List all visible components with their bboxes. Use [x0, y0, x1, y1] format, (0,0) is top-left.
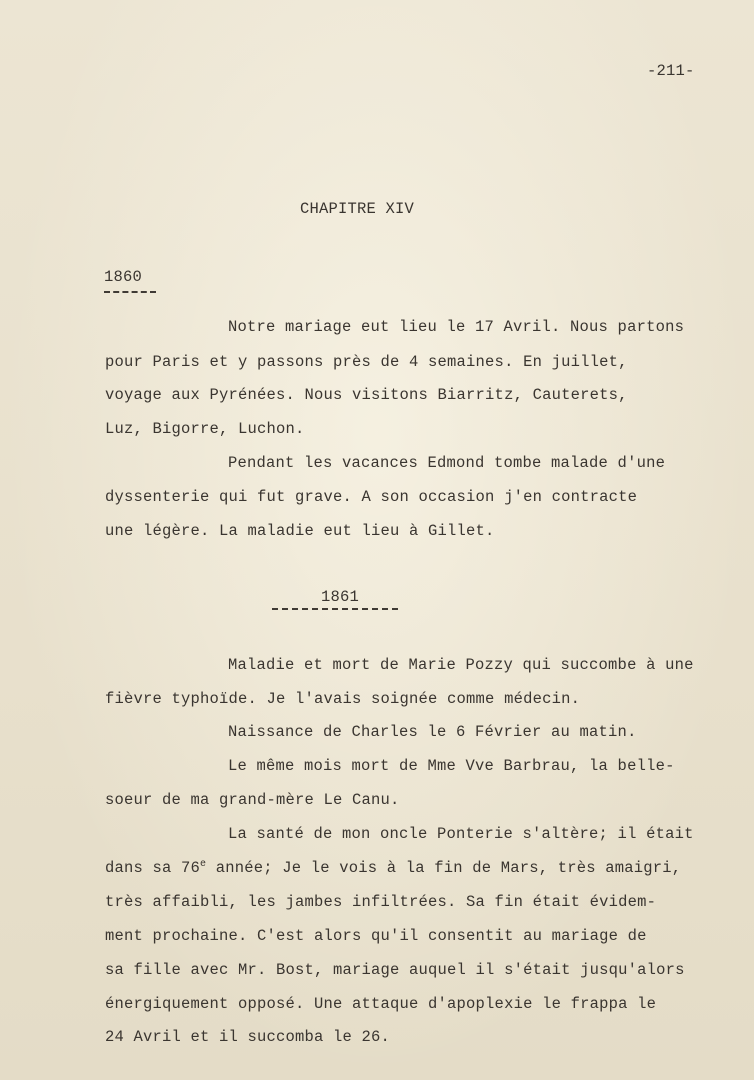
year-underline [272, 608, 398, 610]
paragraph-line: Notre mariage eut lieu le 17 Avril. Nous partons [228, 318, 685, 336]
paragraph-line: Luz, Bigorre, Luchon. [105, 420, 305, 438]
paragraph-line: Naissance de Charles le 6 Février au matin. [228, 723, 637, 741]
line-text: dans sa 76 [105, 859, 201, 877]
paragraph-line: Le même mois mort de Mme Vve Barbrau, la belle- [228, 757, 675, 775]
paragraph-line: dyssenterie qui fut grave. A son occasion j'en contracte [105, 488, 638, 506]
year-heading-1861: 1861 [321, 588, 360, 606]
paragraph-line: 24 Avril et il succomba le 26. [105, 1028, 391, 1046]
paragraph-line: voyage aux Pyrénées. Nous visitons Biarritz, Cauterets, [105, 386, 628, 404]
paragraph-line: Maladie et mort de Marie Pozzy qui succombe à une [228, 656, 694, 674]
paragraph-line: énergiquement opposé. Une attaque d'apoplexie le frappa le [105, 995, 657, 1013]
chapter-title: CHAPITRE XIV [300, 200, 415, 218]
paragraph-line: très affaibli, les jambes infiltrées. Sa fin était évidem- [105, 893, 657, 911]
year-heading-1860: 1860 [104, 268, 143, 286]
paragraph-line: Pendant les vacances Edmond tombe malade d'une [228, 454, 666, 472]
paragraph-line [105, 859, 681, 877]
paragraph-line: La santé de mon oncle Ponterie s'altère; il était [228, 825, 694, 843]
paragraph-line: soeur de ma grand-mère Le Canu. [105, 791, 400, 809]
paragraph-line: une légère. La maladie eut lieu à Gillet. [105, 522, 495, 540]
page-number: -211- [647, 62, 695, 80]
year-underline [104, 291, 156, 293]
paragraph-line: sa fille avec Mr. Bost, mariage auquel il s'était jusqu'alors [105, 961, 685, 979]
paragraph-line: pour Paris et y passons près de 4 semaines. En juillet, [105, 353, 628, 371]
superscript: e [200, 859, 207, 870]
paragraph-line: ment prochaine. C'est alors qu'il consentit au mariage de [105, 927, 647, 945]
line-text: année; Je le vois à la fin de Mars, très amaigri, [206, 859, 682, 877]
paragraph-line: fièvre typhoïde. Je l'avais soignée comme médecin. [105, 690, 581, 708]
